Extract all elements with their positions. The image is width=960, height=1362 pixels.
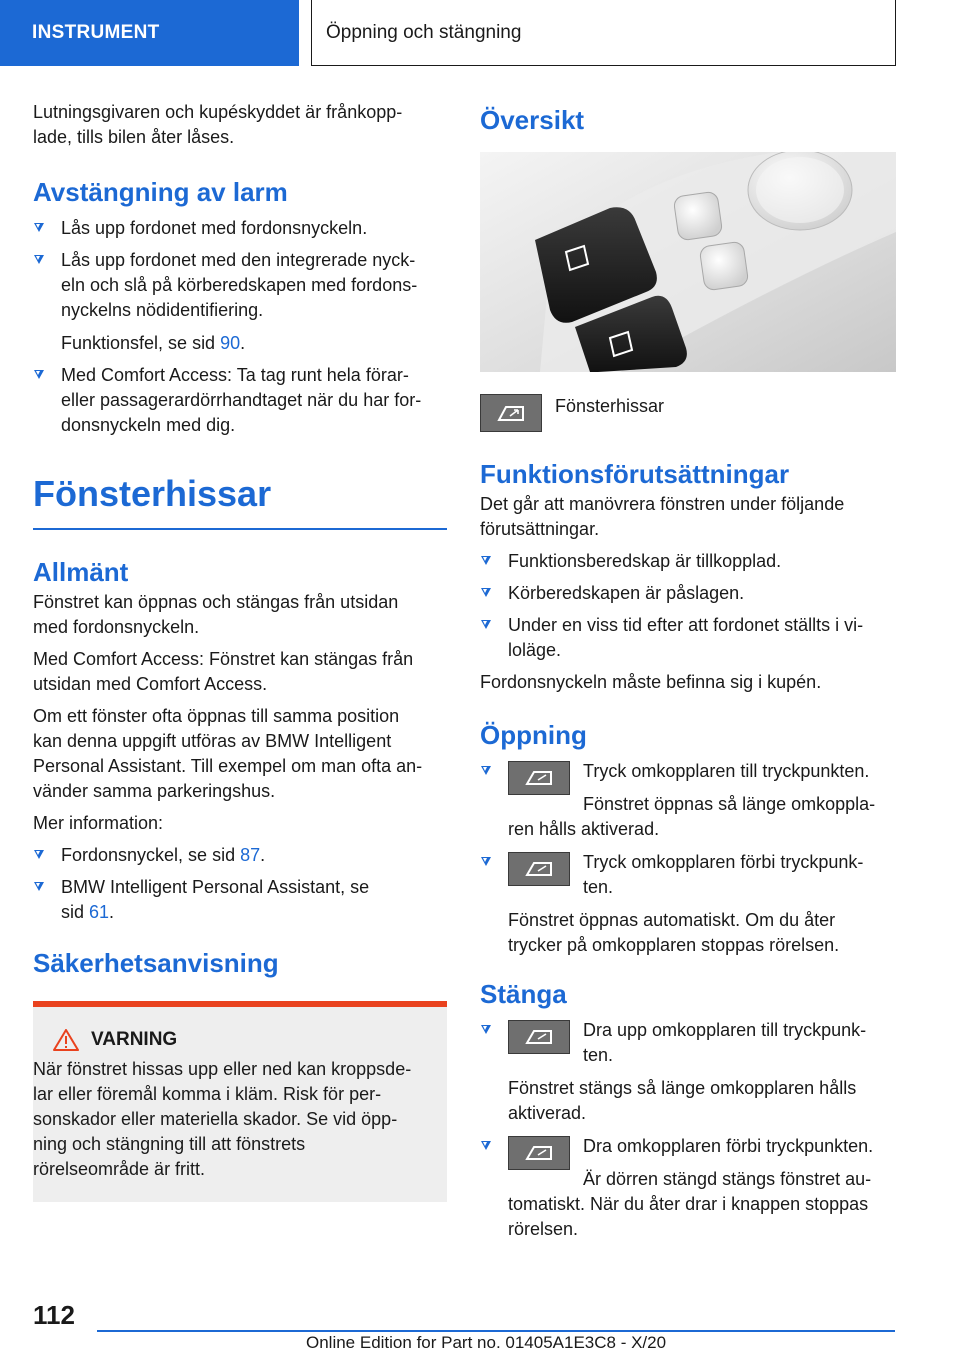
more-info-label: Mer information:	[33, 812, 164, 833]
bullet-triangle-icon	[481, 588, 491, 597]
intro-paragraph: Lutningsgivaren och kupéskyddet är frånkopp- lade, tills bilen åter låses.	[33, 102, 403, 147]
alarm-list	[33, 216, 447, 438]
list-item: BMW Intelligent Personal Assistant, se sid 61.	[33, 875, 447, 925]
list-item: Dra upp omkopplaren till tryckpunk- ten. Fönstret stängs så länge omkopplaren hålls aktiverad.	[480, 1018, 896, 1126]
list-item: Körberedskapen är påslagen.	[480, 581, 896, 606]
close-heading: Stänga	[480, 979, 567, 1009]
icon-caption: Fönsterhissar	[555, 396, 665, 416]
bullet-triangle-icon	[481, 857, 491, 866]
switch-open-icon	[508, 761, 570, 795]
switch-close-auto-icon	[508, 1136, 570, 1170]
warning-text: När fönstret hissas upp eller ned kan kroppsde- lar eller föremål komma i kläm. Risk för per- sonskador eller materiella skador. Se vid öpp- ning och stängning till att fönstrets rörelseområde är fritt.	[33, 1058, 412, 1179]
bullet-triangle-icon	[34, 255, 44, 264]
overview-heading: Översikt	[480, 105, 585, 135]
list-item: Fordonsnyckel, se sid 87.	[33, 843, 447, 868]
bullet-triangle-icon	[481, 1141, 491, 1150]
func-intro: Det går att manövrera fönstren under följande förutsättningar.	[480, 494, 845, 539]
section-tab: INSTRUMENT	[0, 0, 299, 66]
func-heading: Funktionsförutsättningar	[480, 459, 790, 489]
list-item: Funktionsberedskap är tillkopplad.	[480, 549, 896, 574]
warning-triangle-icon	[53, 1029, 79, 1051]
bullet-triangle-icon	[34, 223, 44, 232]
list-item: Tryck omkopplaren till tryckpunkten. Fönstret öppnas så länge omkoppla- ren hålls aktiverad.	[480, 759, 896, 842]
left-column	[33, 100, 447, 1202]
bullet-triangle-icon	[481, 1025, 491, 1034]
switch-close-icon	[508, 1020, 570, 1054]
bullet-triangle-icon	[481, 620, 491, 629]
general-paragraph-2: Med Comfort Access: Fönstret kan stängas från utsidan med Comfort Access.	[33, 648, 414, 694]
alarm-heading: Avstängning av larm	[33, 177, 288, 207]
malfunction-reference: Funktionsfel, se sid 90.	[61, 333, 246, 353]
bullet-triangle-icon	[481, 766, 491, 775]
warning-box	[33, 1001, 447, 1202]
edition-note: Online Edition for Part no. 01405A1E3C8 - X/20	[306, 1333, 667, 1352]
func-note: Fordonsnyckeln måste befinna sig i kupén.	[480, 672, 822, 692]
list-item: Lås upp fordonet med den integrerade nyck- eln och slå på körberedskapen med fordons- nyckelns nödidentifiering. Funktionsfel, se sid 90.	[33, 248, 447, 356]
icon-caption-row	[480, 394, 896, 432]
page-link-87[interactable]: 87	[240, 844, 261, 865]
list-item: Under en viss tid efter att fordonet ställts i vi- loläge.	[480, 613, 896, 663]
page-link-61[interactable]: 61	[89, 901, 110, 922]
list-item: Med Comfort Access: Ta tag runt hela förar- eller passagerardörrhandtaget när du har for- donsnyckeln med dig.	[33, 363, 447, 438]
bullet-triangle-icon	[34, 370, 44, 379]
window-switch-icon	[480, 394, 542, 432]
right-column	[480, 100, 896, 1249]
safety-heading: Säkerhetsanvisning	[33, 947, 279, 978]
warning-title: VARNING	[47, 1029, 433, 1051]
chapter-title: Öppning och stängning	[311, 0, 896, 66]
general-paragraph-1: Fönstret kan öppnas och stängas från utsidan med fordonsnyckeln.	[33, 591, 399, 637]
list-item: Dra omkopplaren förbi tryckpunkten. Är dörren stängd stängs fönstret au- tomatiskt. När du åter drar i knappen stoppas rörelsen.	[480, 1134, 896, 1242]
main-heading: Fönsterhissar	[33, 473, 272, 514]
footer-rule	[97, 1330, 895, 1332]
list-item: Tryck omkopplaren förbi tryckpunk- ten. Fönstret öppnas automatiskt. Om du åter trycker på omkopplaren stoppas rörelsen.	[480, 850, 896, 958]
close-list	[480, 1018, 896, 1242]
open-list	[480, 759, 896, 958]
page-number: 112	[33, 1300, 75, 1330]
info-list	[33, 843, 447, 925]
bullet-triangle-icon	[481, 556, 491, 565]
bullet-triangle-icon	[34, 850, 44, 859]
general-heading: Allmänt	[33, 556, 129, 587]
window-switch-illustration	[480, 152, 896, 372]
general-paragraph-3: Om ett fönster ofta öppnas till samma position kan denna uppgift utföras av BMW Intelligent Personal Assistant. Till exempel om man ofta an- vänder samma parkeringshus.	[33, 705, 423, 801]
open-heading: Öppning	[480, 720, 587, 750]
page-link-90[interactable]: 90	[220, 333, 241, 353]
func-list	[480, 549, 896, 663]
bullet-triangle-icon	[34, 882, 44, 891]
window-switch-photo	[480, 152, 896, 372]
heading-rule	[33, 528, 447, 530]
switch-open-auto-icon	[508, 852, 570, 886]
list-item: Lås upp fordonet med fordonsnyckeln.	[33, 216, 447, 241]
